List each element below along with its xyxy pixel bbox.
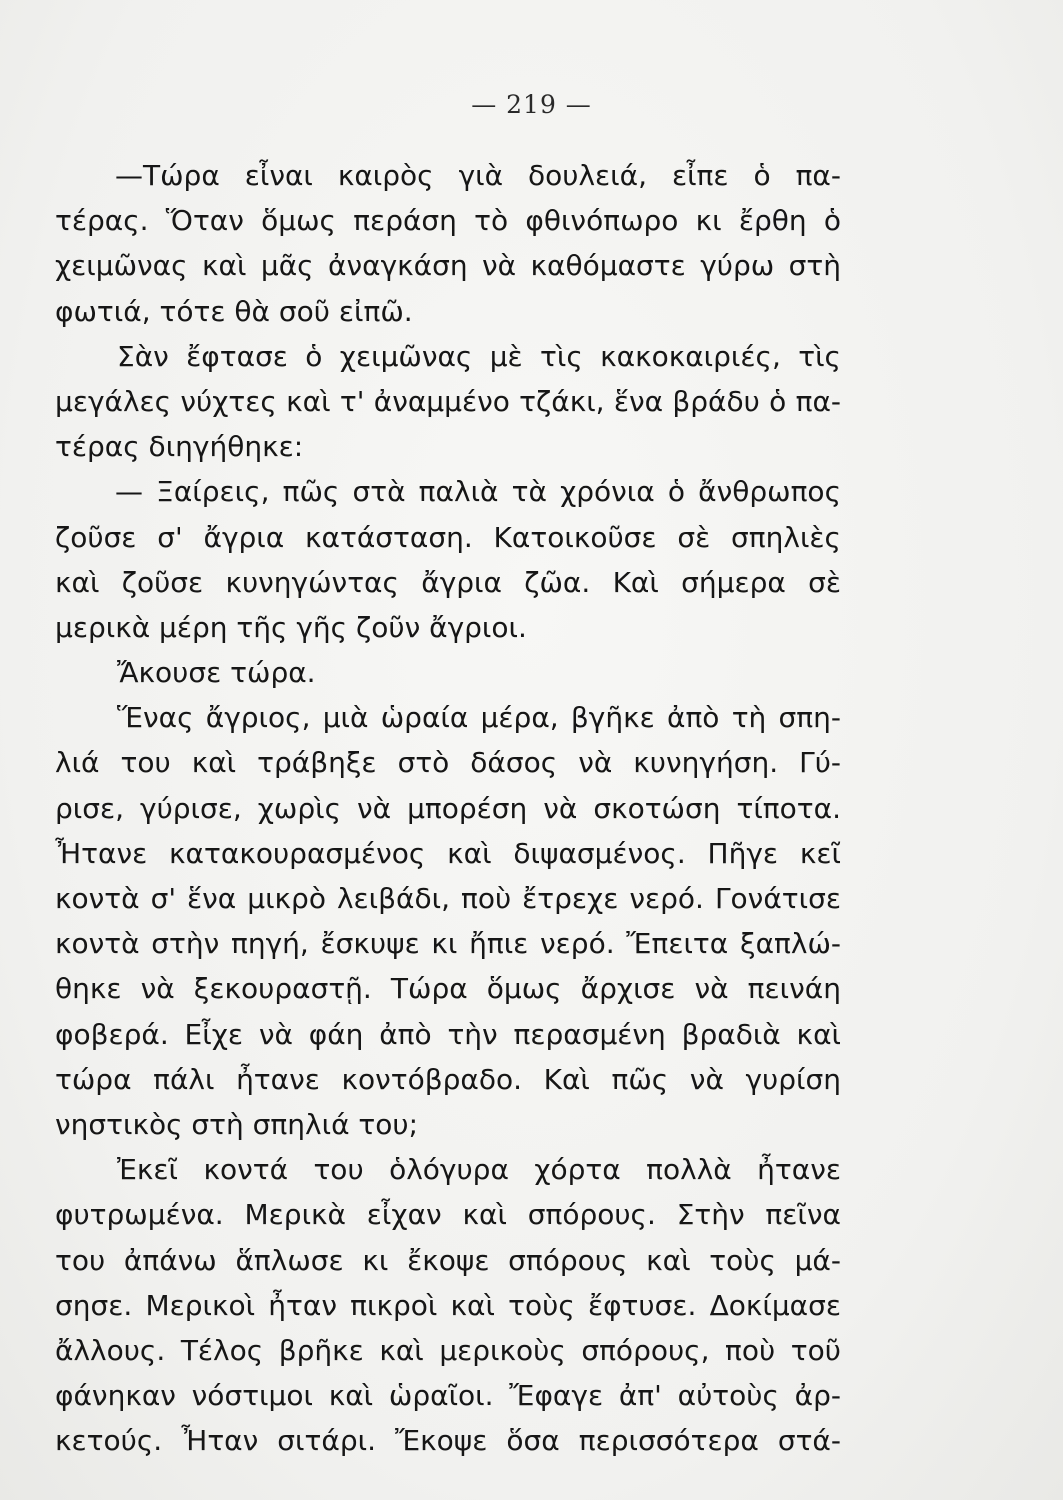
text-line: κοντὰ στὴν πηγή, ἔσκυψε κι ἤπιε νερό. Ἔπειτα ξαπλώ- xyxy=(55,927,841,961)
body-text xyxy=(55,153,841,1463)
text-line: κετούς. Ἦταν σιτάρι. Ἔκοψε ὅσα περισσότερα στά- xyxy=(55,1424,841,1458)
text-line: — Ξαίρεις, πῶς στὰ παλιὰ τὰ χρόνια ὁ ἄνθρωπος xyxy=(115,475,841,509)
text-line: καὶ ζοῦσε κυνηγώντας ἄγρια ζῶα. Καὶ σήμερα σὲ xyxy=(55,565,841,599)
text-line: τώρα πάλι ἦτανε κοντόβραδο. Καὶ πῶς νὰ γυρίση xyxy=(55,1062,841,1096)
text-line: νηστικὸς στὴ σπηλιά του; xyxy=(55,1107,419,1141)
text-line: —Τώρα εἶναι καιρὸς γιὰ δουλειά, εἶπε ὁ πα- xyxy=(115,159,841,192)
text-line: τέρας διηγήθηκε: xyxy=(55,430,304,464)
text-line: μεγάλες νύχτες καὶ τ' ἀναμμένο τζάκι, ἕνα βράδυ ὁ πα- xyxy=(55,384,841,418)
text-line: του ἀπάνω ἅπλωσε κι ἔκοψε σπόρους καὶ τοὺς μά- xyxy=(55,1243,841,1277)
text-line: Σὰν ἔφτασε ὁ χειμῶνας μὲ τὶς κακοκαιριές, τὶς xyxy=(117,339,841,373)
text-line: λιά του καὶ τράβηξε στὸ δάσος νὰ κυνηγήση. Γύ- xyxy=(55,746,841,780)
text-line: φάνηκαν νόστιμοι καὶ ὡραῖοι. Ἔφαγε ἀπ' αὐτοὺς ἀρ- xyxy=(55,1379,841,1413)
text-line: Ἐκεῖ κοντά του ὁλόγυρα χόρτα πολλὰ ἦτανε xyxy=(117,1153,841,1187)
text-line: ρισε, γύρισε, χωρὶς νὰ μπορέση νὰ σκοτώση τίποτα. xyxy=(55,791,841,825)
text-line: χειμῶνας καὶ μᾶς ἀναγκάση νὰ καθόμαστε γύρω στὴ xyxy=(55,249,841,283)
text-line: μερικὰ μέρη τῆς γῆς ζοῦν ἄγριοι. xyxy=(55,610,527,644)
text-line: τέρας. Ὅταν ὅμως περάση τὸ φθινόπωρο κι ἔρθη ὁ xyxy=(55,204,841,238)
text-line: Ἄκουσε τώρα. xyxy=(117,656,316,690)
text-line: θηκε νὰ ξεκουραστῇ. Τώρα ὅμως ἄρχισε νὰ πεινάη xyxy=(55,972,841,1006)
text-line: φυτρωμένα. Μερικὰ εἶχαν καὶ σπόρους. Στὴν πεῖνα xyxy=(55,1198,841,1232)
text-line: κοντὰ σ' ἕνα μικρὸ λειβάδι, ποὺ ἔτρεχε νερό. Γονάτισε xyxy=(55,882,841,915)
text-line: Ἦτανε κατακουρασμένος καὶ διψασμένος. Πῆγε κεῖ xyxy=(55,836,841,870)
text-line: Ἕνας ἄγριος, μιὰ ὡραία μέρα, βγῆκε ἀπὸ τὴ σπη- xyxy=(117,701,841,735)
page-number: — 219 — xyxy=(471,90,592,119)
text-line: σησε. Μερικοὶ ἦταν πικροὶ καὶ τοὺς ἔφτυσε. Δοκίμασε xyxy=(55,1288,841,1322)
text-line: φωτιά, τότε θὰ σοῦ εἰπῶ. xyxy=(55,294,413,328)
text-line: ζοῦσε σ' ἄγρια κατάσταση. Κατοικοῦσε σὲ σπηλιὲς xyxy=(55,520,841,554)
text-line: ἄλλους. Τέλος βρῆκε καὶ μερικοὺς σπόρους, ποὺ τοῦ xyxy=(55,1333,841,1367)
text-line: φοβερά. Εἶχε νὰ φάη ἀπὸ τὴν περασμένη βραδιὰ καὶ xyxy=(55,1017,841,1051)
